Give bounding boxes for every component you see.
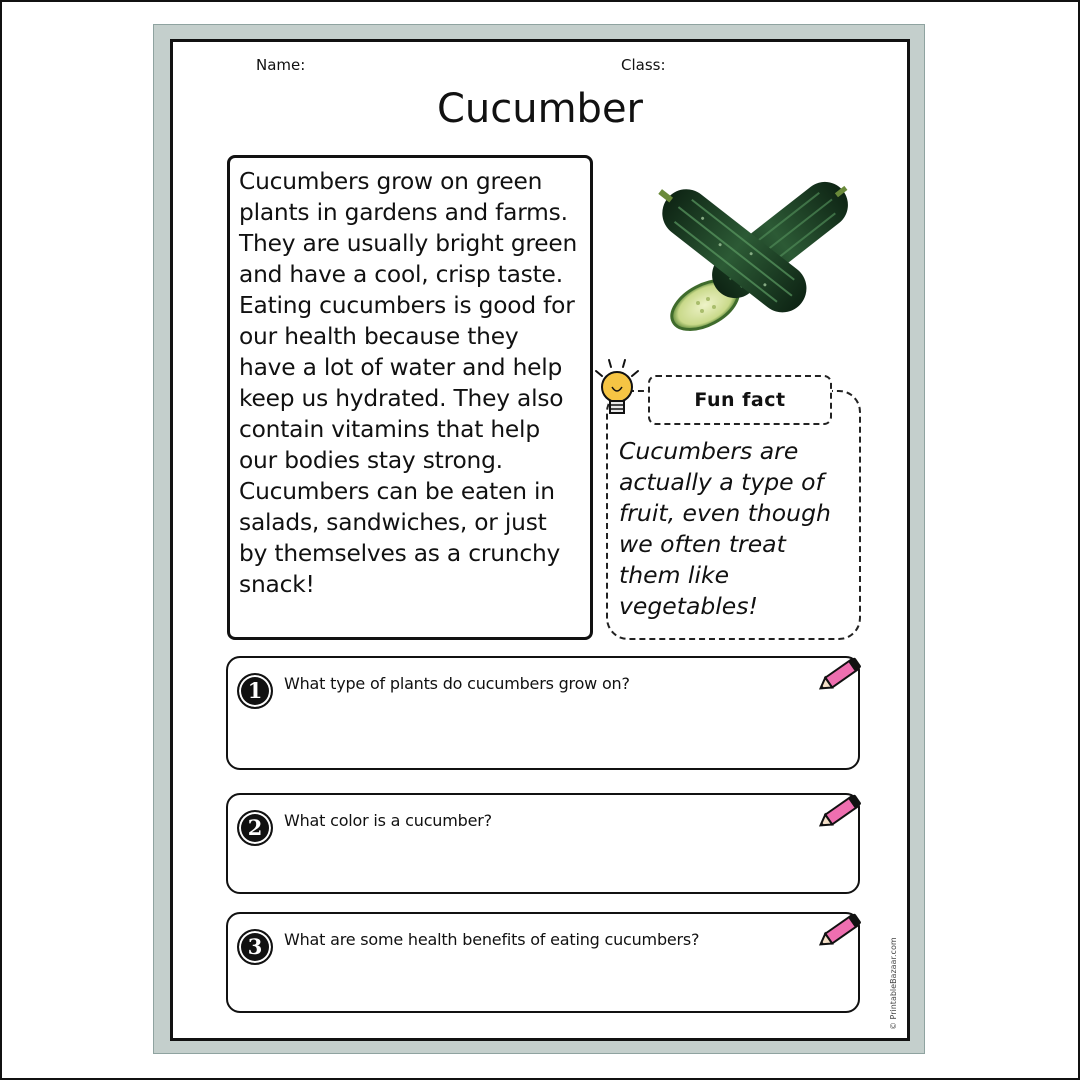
question-number: 1 bbox=[237, 673, 273, 709]
reading-passage-text: Cucumbers grow on green plants in gardens and farms. They are usually bright green and have a cool, crisp taste. Eating cucumbers is good for our health because they have a lot of water and help keep us hydrated. They also contain vitamins that help our bodies stay strong. Cucumbers can be eaten in salads, sandwiches, or just by themselves as a crunchy snack! bbox=[239, 168, 578, 598]
question-text: What type of plants do cucumbers grow on? bbox=[284, 674, 630, 693]
reading-passage-box bbox=[227, 155, 593, 640]
question-text: What are some health benefits of eating cucumbers? bbox=[284, 930, 700, 949]
question-box[interactable] bbox=[226, 793, 860, 894]
question-text: What color is a cucumber? bbox=[284, 811, 492, 830]
fun-fact-text: Cucumbers are actually a type of fruit, even though we often treat them like vegetables! bbox=[619, 437, 831, 620]
name-label: Name: bbox=[256, 56, 306, 74]
fun-fact-title: Fun fact bbox=[648, 375, 832, 425]
question-number: 2 bbox=[237, 810, 273, 846]
class-label: Class: bbox=[621, 56, 666, 74]
lightbulb-icon bbox=[592, 357, 642, 423]
pencil-icon bbox=[814, 787, 868, 835]
question-box[interactable] bbox=[226, 656, 860, 770]
pencil-icon bbox=[814, 650, 868, 698]
pencil-icon bbox=[814, 906, 868, 954]
page-title: Cucumber bbox=[436, 86, 644, 132]
question-box[interactable] bbox=[226, 912, 860, 1013]
copyright-text: © PrintableBazaar.com bbox=[889, 937, 898, 1030]
question-number: 3 bbox=[237, 929, 273, 965]
cucumber-illustration bbox=[640, 155, 850, 340]
